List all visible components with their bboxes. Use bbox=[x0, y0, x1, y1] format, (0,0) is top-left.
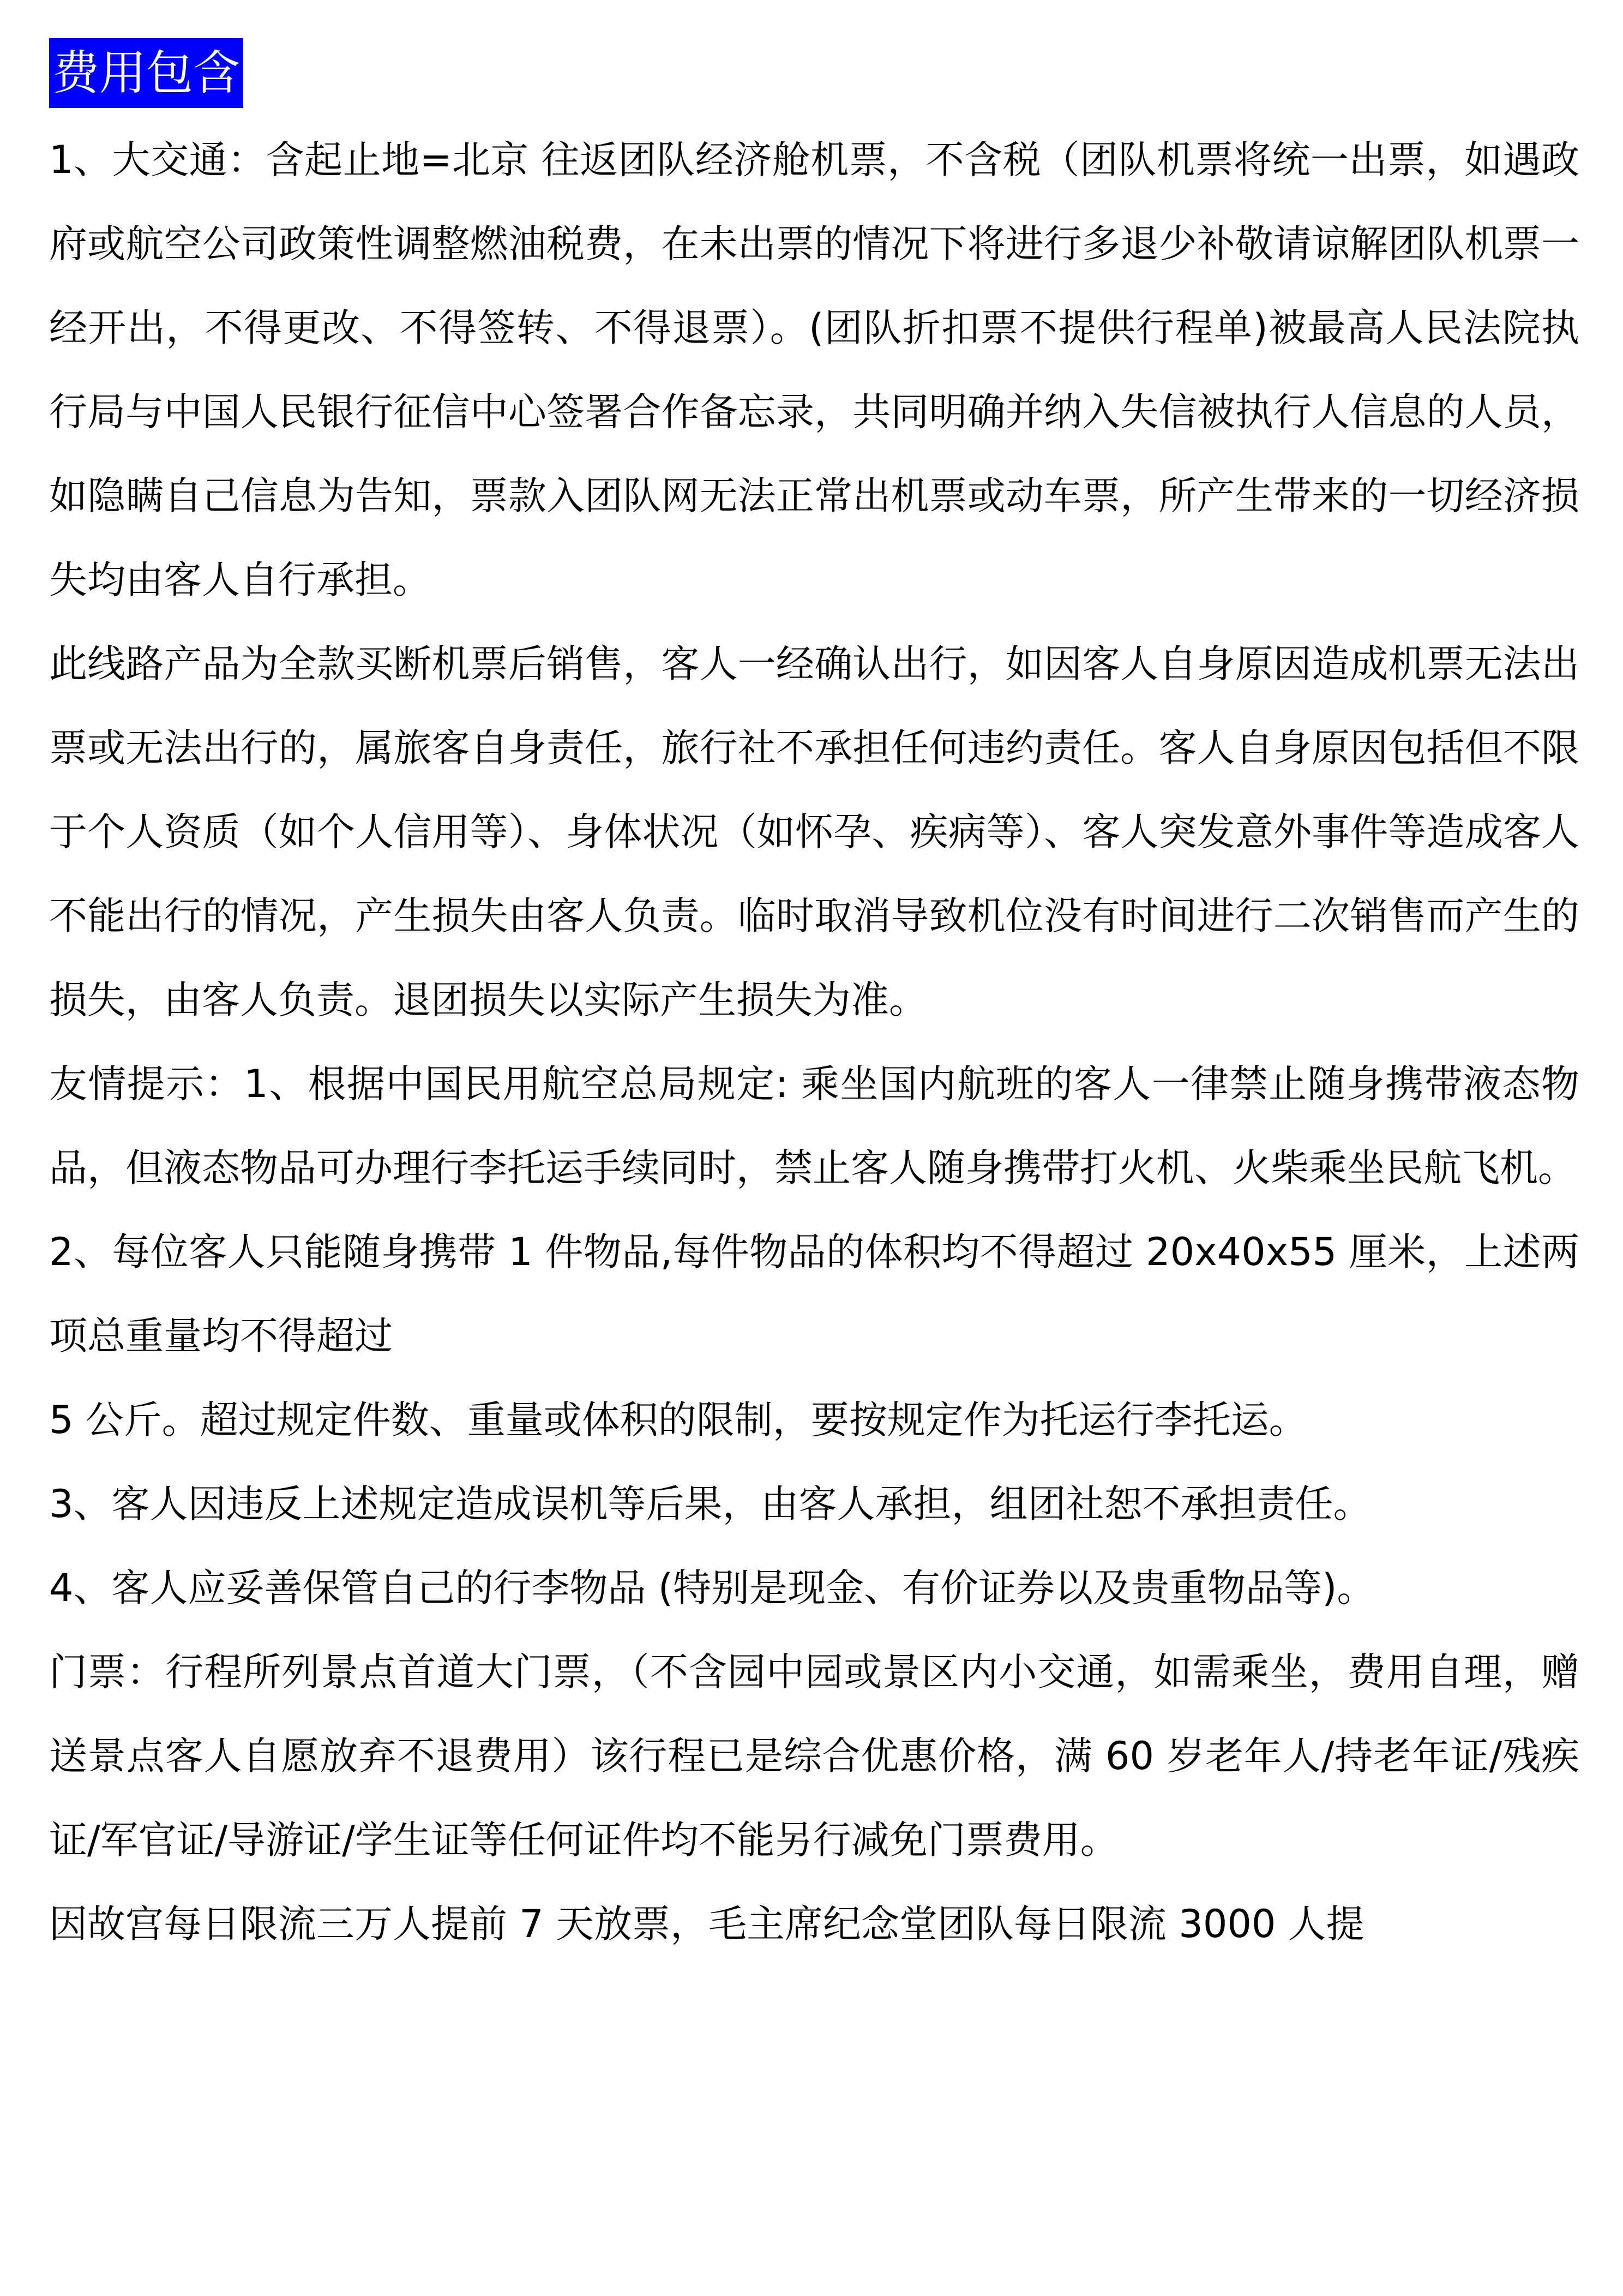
section-heading: 费用包含 bbox=[49, 38, 243, 108]
document-page bbox=[49, 34, 1579, 1966]
paragraph-ticket-policy: 此线路产品为全款买断机票后销售，客人一经确认出行，如因客人自身原因造成机票无法出票或无法出行的，属旅客自身责任，旅行社不承担任何违约责任。客人自身原因包括但不限于个人资质（如个人信用等）、身体状况（如怀孕、疾病等）、客人突发意外事件等造成客人不能出行的情况，产生损失由客人负责。临时取消导致机位没有时间进行二次销售而产生的损失，由客人负责。退团损失以实际产生损失为准。 bbox=[49, 642, 1579, 1022]
paragraph-friendly-tip: 友情提示：1、根据中国民用航空总局规定: 乘坐国内航班的客人一律禁止随身携带液态物品，但液态物品可办理行李托运手续同时，禁止客人随身携带打火机、火柴乘坐民航飞机。 bbox=[49, 1062, 1579, 1190]
paragraph-weight-limit: 5 公斤。超过规定件数、重量或体积的限制，要按规定作为托运行李托运。 bbox=[49, 1398, 1307, 1442]
paragraph-carry-on-limit: 2、每位客人只能随身携带 1 件物品,每件物品的体积均不得超过 20x40x55 厘米，上述两项总重量均不得超过 bbox=[49, 1230, 1579, 1358]
paragraph-tickets: 门票：行程所列景点首道大门票，（不含园中园或景区内小交通，如需乘坐，费用自理，赠送景点客人自愿放弃不退费用）该行程已是综合优惠价格，满 60 岁老年人/持老年证/残疾证/军官证/导游证/学生证等任何证件均不能另行减免门票费用。 bbox=[49, 1650, 1579, 1862]
paragraph-belongings: 4、客人应妥善保管自己的行李物品 (特别是现金、有价证券以及贵重物品等)。 bbox=[49, 1566, 1375, 1610]
paragraph-transport: 1、大交通：含起止地=北京 往返团队经济舱机票，不含税（团队机票将统一出票，如遇政府或航空公司政策性调整燃油税费，在未出票的情况下将进行多退少补敬请谅解团队机票一经开出，不得更改、不得签转、不得退票）。(团队折扣票不提供行程单)被最高人民法院执行局与中国人民银行征信中心签署合作备忘录，共同明确并纳入失信被执行人信息的人员，如隐瞒自己信息为告知，票款入团队网无法正常出机票或动车票，所产生带来的一切经济损失均由客人自行承担。 bbox=[49, 137, 1579, 602]
paragraph-palace-museum: 因故宫每日限流三万人提前 7 天放票，毛主席纪念堂团队每日限流 3000 人提 bbox=[49, 1902, 1364, 1946]
paragraph-violation: 3、客人因违反上述规定造成误机等后果，由客人承担，组团社恕不承担责任。 bbox=[49, 1482, 1372, 1526]
